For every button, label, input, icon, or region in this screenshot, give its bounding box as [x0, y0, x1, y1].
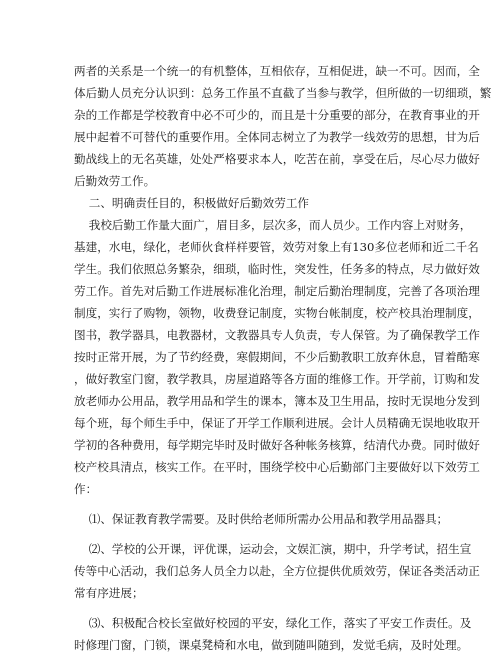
- text-line: 图书，教学器具，电教器材，文教器具专人负责，专人保管。为了确保教学工作: [74, 328, 480, 342]
- text-line: 制度，实行了购物，领物，收费登记制度，实物台帐制度，校产校具治理制度，: [74, 306, 480, 320]
- paragraph-intro: [74, 60, 492, 192]
- spacer: [74, 530, 426, 538]
- text-line: 两者的关系是一个统一的有机整体，互相依存，互相促进，缺一不可。因而，全: [74, 64, 480, 78]
- text-line: 学生。我们依照总务繁杂，细琐，临时性，突发性，任务多的特点，尽力做好效: [74, 262, 480, 276]
- text-line: 学初的各种费用，每学期完毕时及时做好各种帐务核算，结清代办费。同时做好: [74, 438, 480, 452]
- section-heading-text: 二、明确责任目的，积极做好后勤效劳工作: [74, 196, 310, 210]
- text-line: 基建，水电，绿化，老师伙食样样要管，效劳对象上有130多位老师和近二千名: [74, 240, 479, 254]
- text-line: 每个班，每个师生手中，保证了开学工作顺利进展。会计人员精确无误地收取开: [74, 416, 480, 430]
- text-line: 作：: [74, 482, 98, 496]
- list-item-2: [74, 538, 480, 604]
- text-line: ⑶、积极配合校长室做好校园的平安，绿化工作，落实了平安工作责任。及: [74, 616, 472, 630]
- spacer: [74, 500, 426, 508]
- list-item-1: [74, 508, 449, 530]
- spacer: [74, 604, 426, 612]
- text-line: 放老师办公用品，教学用品和学生的课本，簿本及卫生用品，按时无误地分发到: [74, 394, 480, 408]
- list-item-3: [74, 612, 472, 656]
- text-line: 展中起着不可替代的重要作用。全体同志树立了为教学一线效劳的思想，甘为后: [74, 130, 480, 144]
- text-line: 后勤效劳工作。: [74, 174, 156, 188]
- text-line: 传等中心活动，我们总务人员全力以赴，全方位提供优质效劳，保证各类活动正: [74, 564, 480, 578]
- text-line: ⑴、保证教育教学需要。及时供给老师所需办公用品和教学用品器具；: [74, 512, 449, 526]
- text-line: 劳工作。首先对后勤工作进展标准化治理，制定后勤治理制度，完善了各项治理: [74, 284, 480, 298]
- text-line: 体后勤人员充分认识到：总务工作虽不直截了当参与教学，但所做的一切细琐，繁: [74, 86, 492, 100]
- text-line: 校产校具清点，核实工作。在平时，围绕学校中心后勤部门主要做好以下效劳工: [74, 460, 480, 474]
- text-line: 时修理门窗，门锁，课桌凳椅和水电，做到随叫随到，发觉毛病，及时处理。: [74, 638, 469, 652]
- text-line: 我校后勤工作量大面广，眉目多，层次多，而人员少。工作内容上对财务，: [74, 218, 472, 232]
- text-line: 杂的工作都是学校教育中必不可少的，而且是十分重要的部分，在教育事业的开: [74, 108, 480, 122]
- text-line: ，做好教室门窗，教学教具，房屋道路等各方面的维修工作。开学前，订购和发: [74, 372, 480, 386]
- text-line: ⑵、学校的公开课，评优课，运动会，文娱汇演，期中，升学考试，招生宣: [74, 542, 472, 556]
- text-line: 勤战线上的无名英雄，处处严格要求本人，吃苦在前，享受在后，尽心尽力做好: [74, 152, 480, 166]
- paragraph-body: [74, 214, 480, 500]
- document-page: [74, 60, 492, 656]
- text-line: 按时正常开展，为了节约经费，寒假期间，不少后勤教职工放弃休息，冒着酷寒: [74, 350, 480, 364]
- section-heading: [74, 192, 426, 214]
- text-line: 常有序进展；: [74, 586, 144, 600]
